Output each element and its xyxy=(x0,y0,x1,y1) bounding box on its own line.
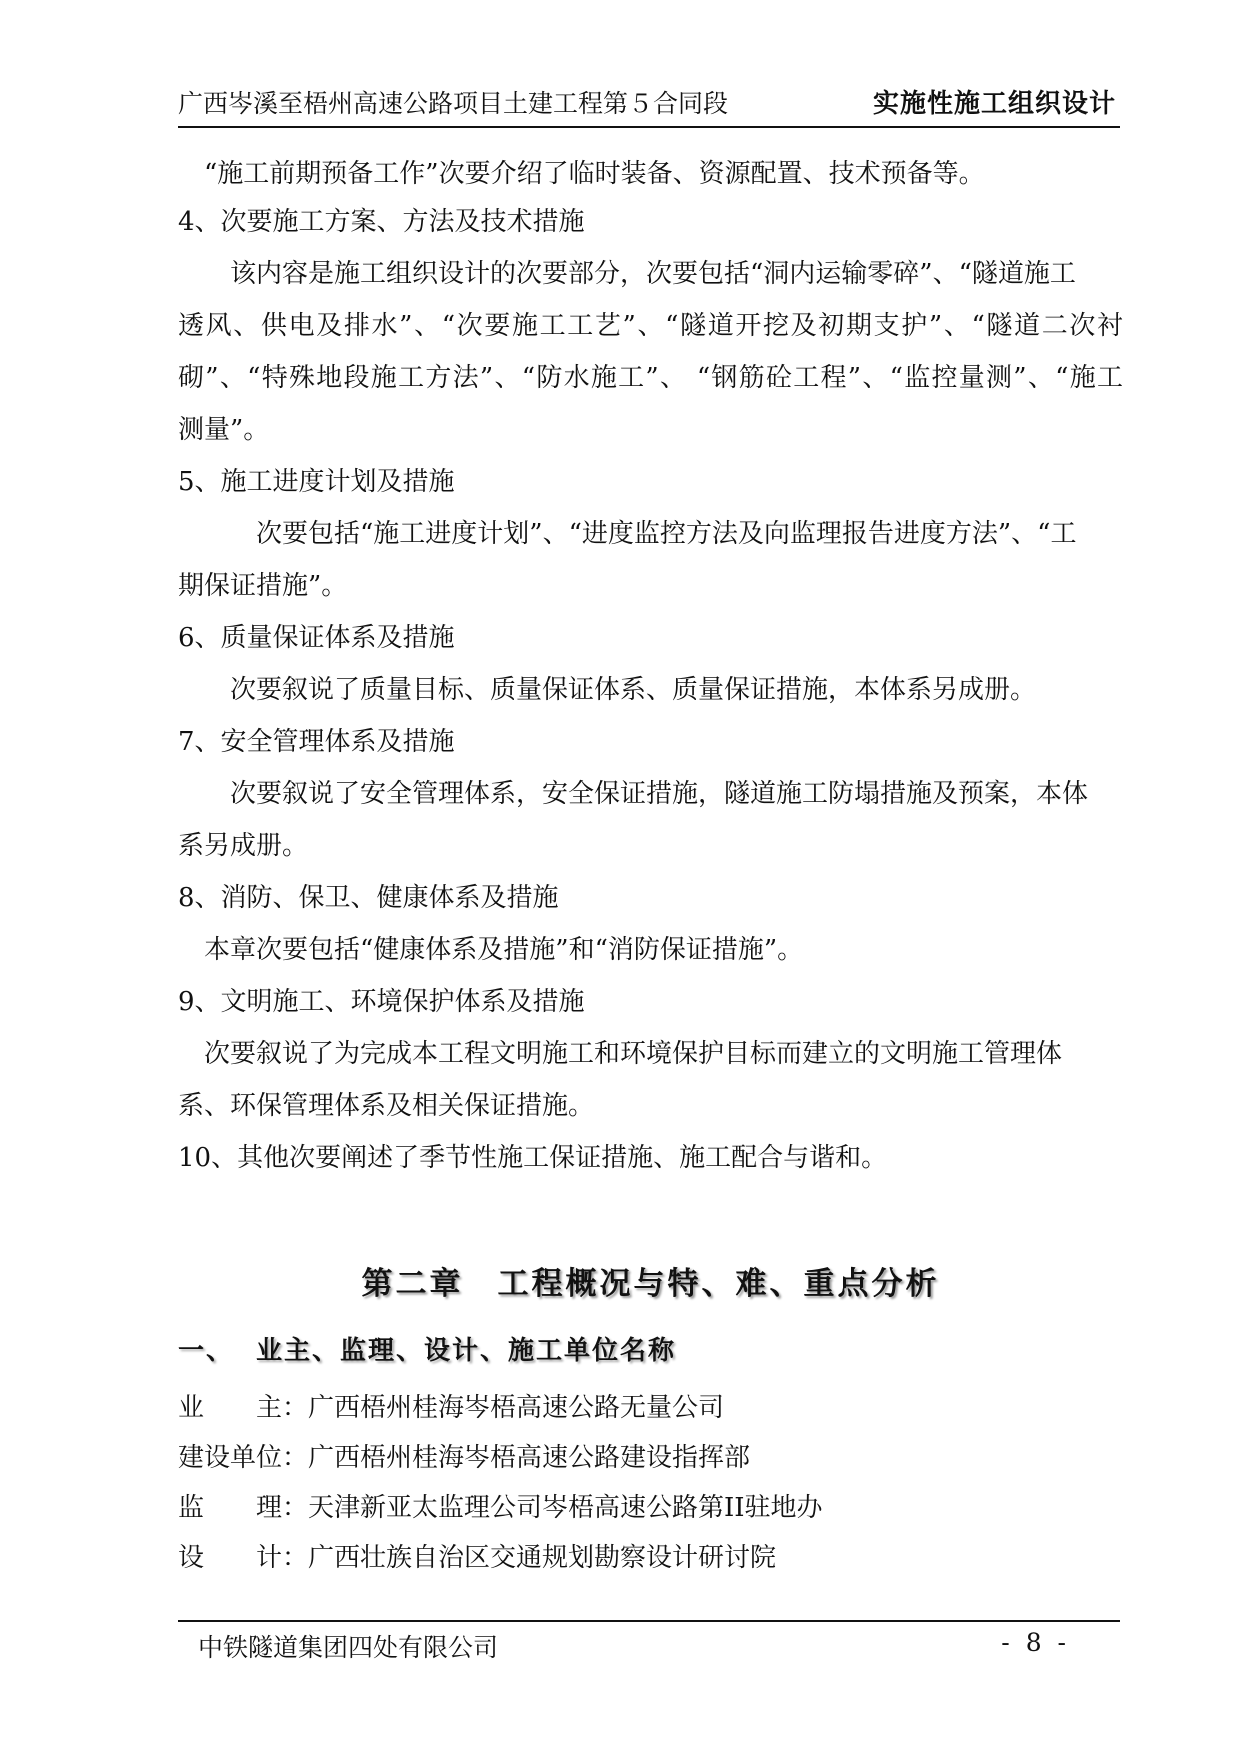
body-line: 次要包括“施工进度计划”、“进度监控方法及向监理报告进度方法”、“工 xyxy=(256,519,1077,549)
section-heading xyxy=(178,1330,676,1367)
unit-design: 设 计：广西壮族自治区交通规划勘察设计研讨院 xyxy=(178,1543,777,1573)
body-line: 次要叙说了质量目标、质量保证体系、质量保证措施，本体系另成册。 xyxy=(230,675,1037,705)
body-line: 砌”、“特殊地段施工方法”、“防水施工”、 “钢筋砼工程”、“监控量测”、“施工 xyxy=(178,363,1123,393)
unit-owner: 业 主：广西梧州桂海岑梧高速公路无量公司 xyxy=(178,1393,725,1423)
body-line: “施工前期预备工作”次要介绍了临时装备、资源配置、技术预备等。 xyxy=(204,159,985,189)
chapter-title: 第二章 工程概况与特、难、重点分析 xyxy=(361,1266,940,1302)
body-line: 透风、供电及排水”、“次要施工工艺”、“隧道开挖及初期支护”、“隧道二次衬 xyxy=(178,311,1123,341)
header-document-title: 实施性施工组织设计 xyxy=(872,89,1116,119)
body-line: 8、消防、保卫、健康体系及措施 xyxy=(178,883,559,913)
body-line: 6、质量保证体系及措施 xyxy=(178,623,455,653)
body-line: 该内容是施工组织设计的次要部分，次要包括“洞内运输零碎”、“隧道施工 xyxy=(230,259,1076,289)
header-project-name: 广西岑溪至梧州高速公路项目土建工程第５合同段 xyxy=(178,89,729,118)
footer-company: 中铁隧道集团四处有限公司 xyxy=(198,1633,499,1662)
page-footer xyxy=(178,1620,1120,1662)
body-line: 4、次要施工方案、方法及技术措施 xyxy=(178,207,585,237)
page-number: - 8 - xyxy=(1001,1628,1070,1657)
page-header xyxy=(178,86,1120,128)
body-line: 期保证措施”。 xyxy=(178,571,348,601)
body-line: 10、其他次要阐述了季节性施工保证措施、施工配合与谐和。 xyxy=(178,1143,888,1173)
body-line: 系、环保管理体系及相关保证措施。 xyxy=(178,1091,595,1121)
unit-supervision: 监 理：天津新亚太监理公司岑梧高速公路第II驻地办 xyxy=(178,1493,823,1523)
body-line: 次要叙说了为完成本工程文明施工和环境保护目标而建立的文明施工管理体 xyxy=(204,1039,1063,1069)
body-line: 次要叙说了安全管理体系，安全保证措施，隧道施工防塌措施及预案，本体 xyxy=(230,779,1089,809)
section-title: 业主、监理、设计、施工单位名称 xyxy=(256,1336,677,1366)
section-number: 一、 xyxy=(178,1336,235,1366)
body-line: 测量”。 xyxy=(178,415,270,445)
body-line: 5、施工进度计划及措施 xyxy=(178,467,455,497)
body-line: 9、文明施工、环境保护体系及措施 xyxy=(178,987,585,1017)
unit-construction: 建设单位：广西梧州桂海岑梧高速公路建设指挥部 xyxy=(178,1443,751,1473)
body-line: 系另成册。 xyxy=(178,831,309,861)
body-line: 7、安全管理体系及措施 xyxy=(178,727,455,757)
body-line: 本章次要包括“健康体系及措施”和“消防保证措施”。 xyxy=(204,935,804,965)
